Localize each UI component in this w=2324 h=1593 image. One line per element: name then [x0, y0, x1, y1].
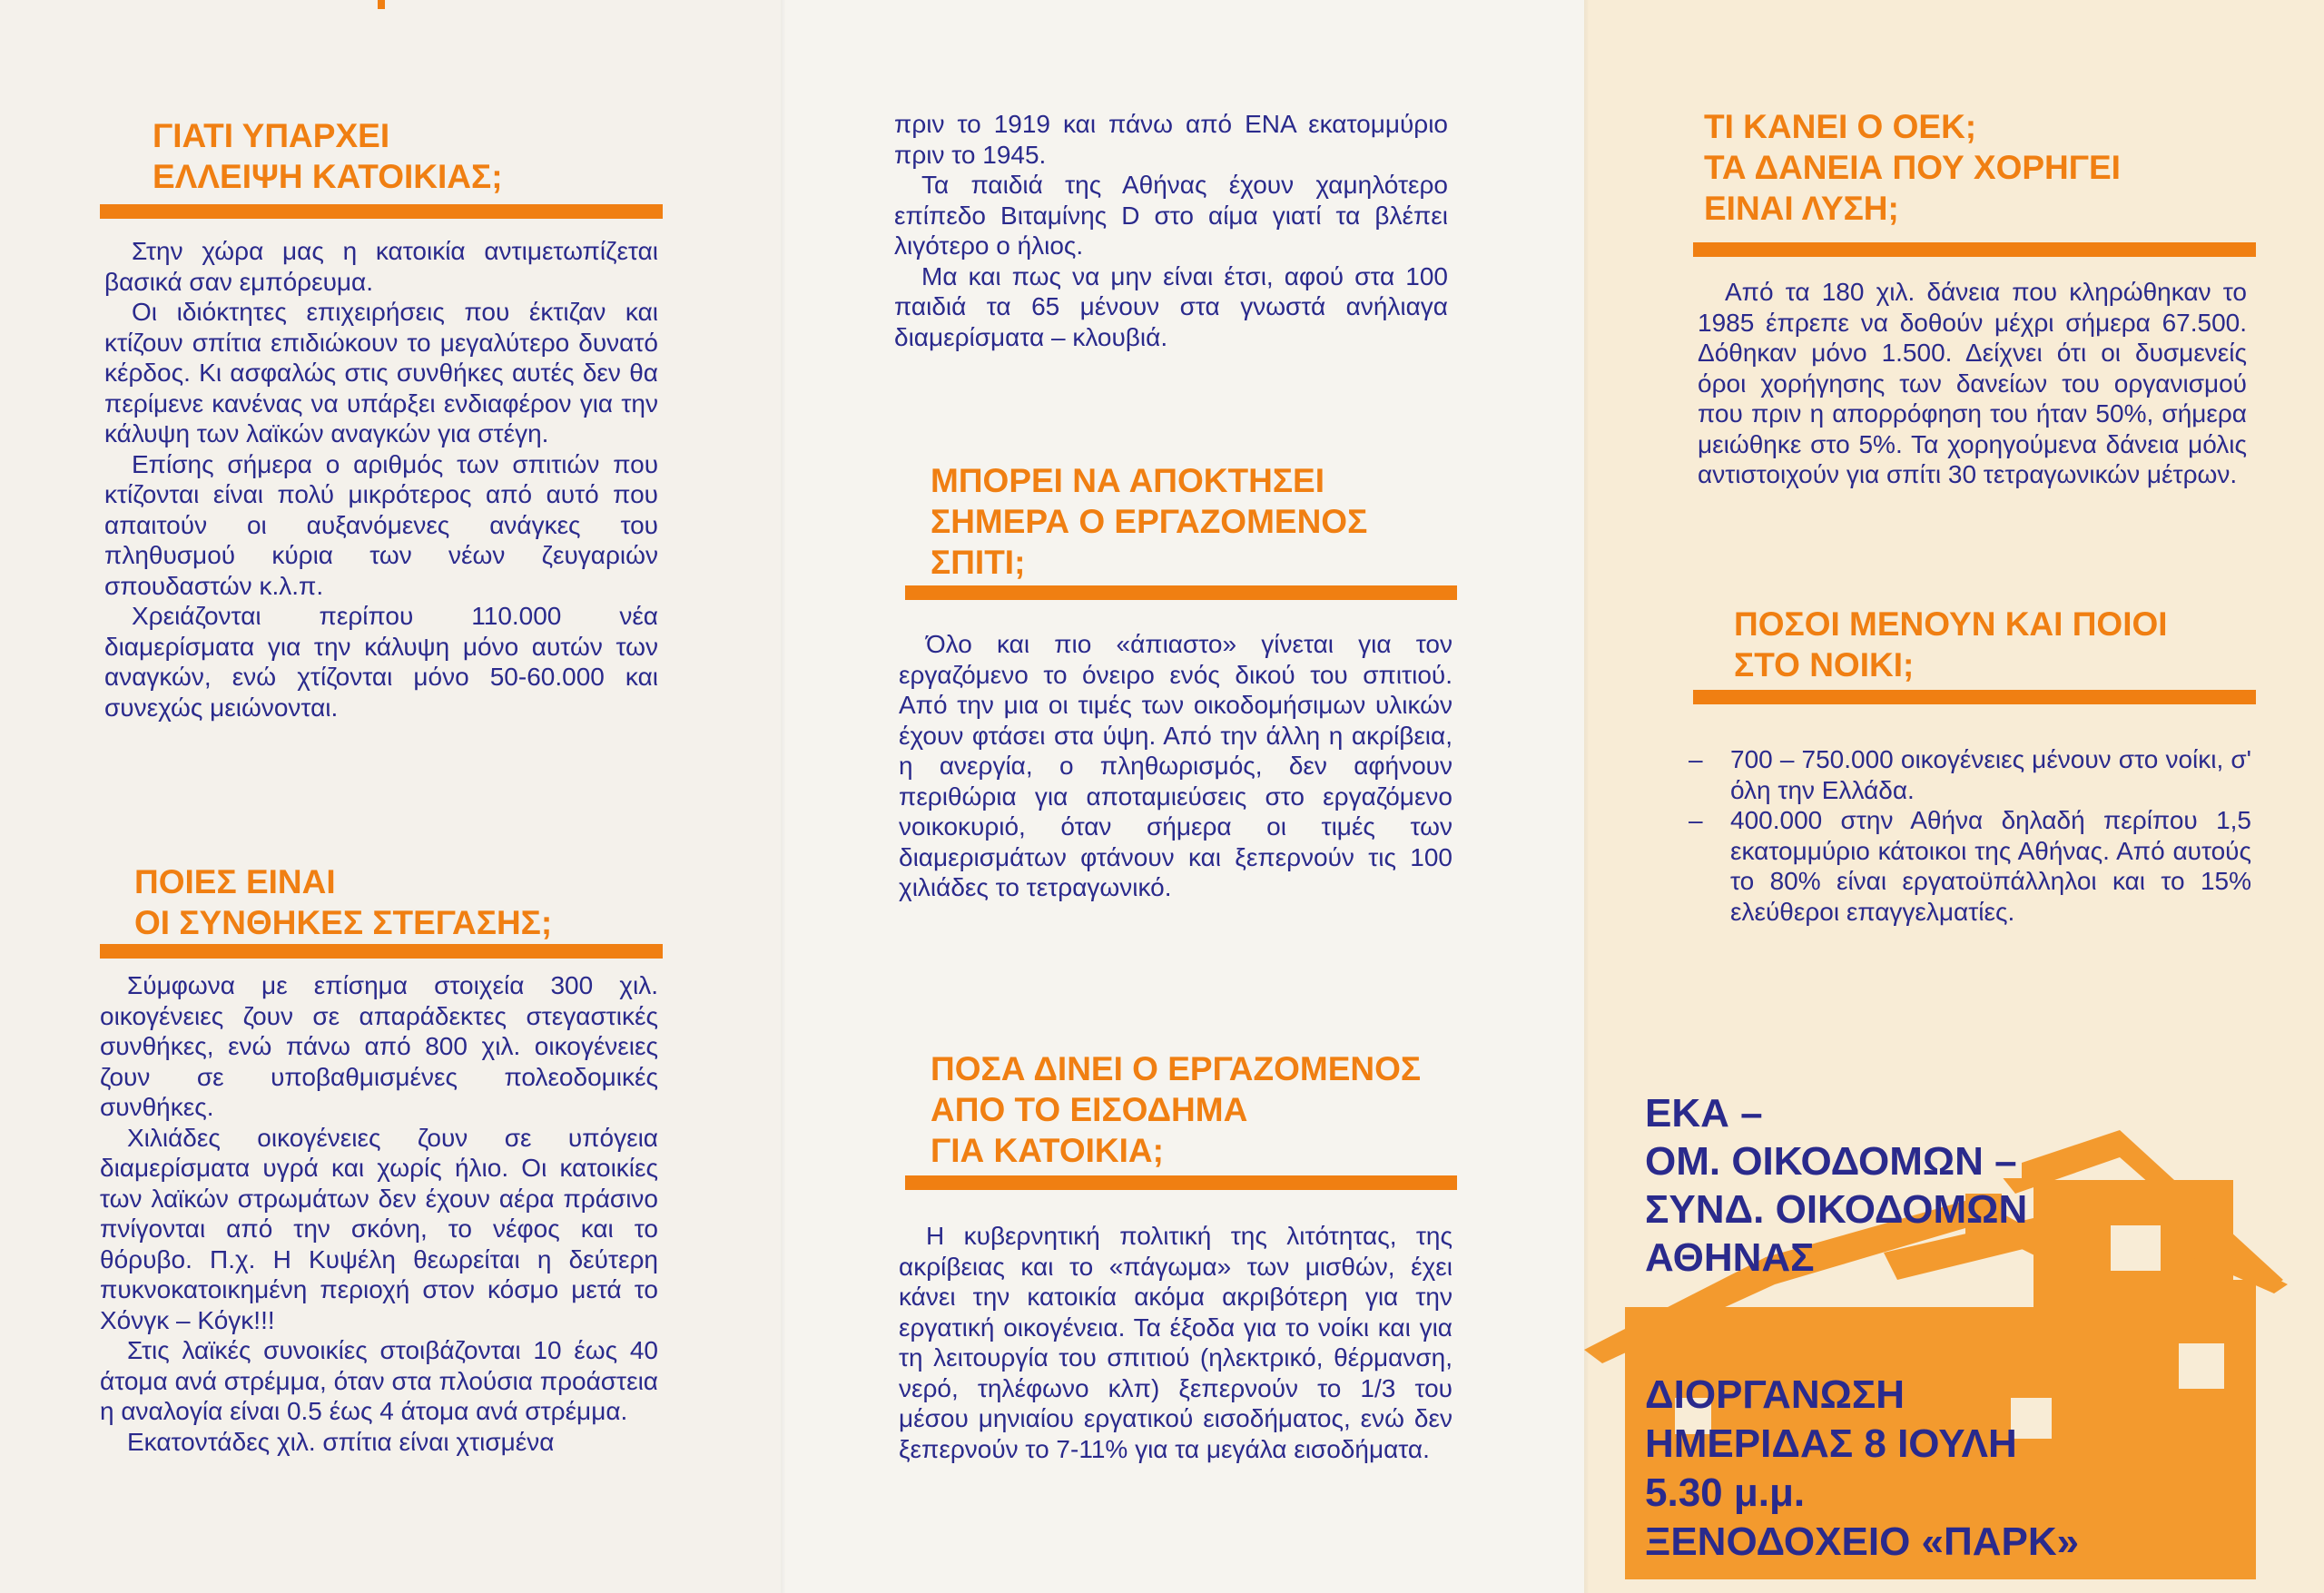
- section-housing-conditions-text: [100, 970, 658, 1457]
- list-item-text: 400.000 στην Αθήνα δηλαδή περίπου 1,5 εκατομμύριο κάτοικοι της Αθήνας. Από αυτούς το 80% είναι εργατοϋπάλληλοι και το 15% ελεύθεροι επαγγελματίες.: [1730, 806, 2251, 926]
- paragraph: πριν το 1919 και πάνω από ΕΝΑ εκατομμύριο πριν το 1945.: [894, 110, 1448, 169]
- event-venue: ΞΕΝΟΔΟΧΕΙΟ «ΠΑΡΚ»: [1645, 1519, 2080, 1564]
- heading-line: ΤΙ ΚΑΝΕΙ Ο ΟΕΚ;: [1704, 108, 1977, 145]
- paragraph: Οι ιδιόκτητες επιχειρήσεις που έκτιζαν και κτίζουν σπίτια επιδιώκουν το μεγαλύτερο δυνατό κέρδος. Κι ασφαλώς στις συνθήκες αυτές δεν θα περίμενε κανένας να υπάρξει ενδιαφέρον για την κάλυψη των λαϊκών αναγκών για στέγη.: [104, 298, 658, 447]
- heading-line: ΓΙΑΤΙ ΥΠΑΡΧΕΙ: [153, 117, 390, 154]
- continued-text: [894, 109, 1448, 352]
- paragraph: Η κυβερνητική πολιτική της λιτότητας, της ακρίβειας και το «πάγωμα» των μισθών, έχει κάνει την κατοικία ακόμα ακριβότερη για την εργατική οικογένεια. Τα έξοδα για το νοίκι και για τη λειτουργία του σπιτιού (ηλεκτρικό, θέρμανση, νερό, τηλέφωνο κλπ) ξεπερνούν το 1/3 του μέσου μηνιαίου εργατικού εισοδήματος, ενώ δεν ξεπερνούν το 7-11% για τα μεγάλα εισοδήματα.: [899, 1222, 1452, 1463]
- section-can-worker-buy-text: [899, 629, 1452, 903]
- organizer-line: ΑΘΗΝΑΣ: [1645, 1235, 1815, 1280]
- paragraph: Επίσης σήμερα ο αριθμός των σπιτιών που κτίζονται είναι πολύ μικρότερος από αυτό που απαιτούν οι αυξανόμενες ανάγκες του πληθυσμού κύρια των νέων ζευγαριών σπουδαστών κ.λ.π.: [104, 449, 658, 600]
- section-housing-shortage-text: [104, 236, 658, 723]
- heading-underline-bar: [100, 204, 663, 219]
- heading-line: ΤΑ ΔΑΝΕΙΑ ΠΟΥ ΧΟΡΗΓΕΙ: [1704, 149, 2121, 186]
- fold-line: [781, 0, 786, 1593]
- renters-list: [1689, 744, 2251, 927]
- heading-underline-bar: [100, 944, 663, 959]
- top-crop-mark: [378, 0, 385, 9]
- heading-housing-shortage: [153, 115, 734, 197]
- heading-line: ΜΠΟΡΕΙ ΝΑ ΑΠΟΚΤΗΣΕΙ: [931, 462, 1325, 499]
- organizers-block: [1645, 1089, 2299, 1282]
- heading-line: ΕΙΝΑΙ ΛΥΣΗ;: [1704, 190, 1899, 227]
- heading-underline-bar: [1693, 690, 2256, 704]
- event-line: ΔΙΟΡΓΑΝΩΣΗ: [1645, 1372, 1905, 1417]
- heading-oek: [1704, 106, 2285, 229]
- heading-line: ΟΙ ΣΥΝΘΗΚΕΣ ΣΤΕΓΑΣΗΣ;: [134, 904, 553, 941]
- heading-housing-conditions: [134, 861, 715, 943]
- paragraph: Μα και πως να μην είναι έτσι, αφού στα 100 παιδιά τα 65 μένουν στα γνωστά ανήλιαγα διαμερίσματα – κλουβιά.: [894, 261, 1448, 351]
- paragraph: Χρειάζονται περίπου 110.000 νέα διαμερίσματα για την κάλυψη μόνο αυτών των αναγκών, ενώ χτίζονται μόνο 50-60.000 και συνεχώς μειώνονται.: [104, 602, 658, 722]
- organizer-line: ΕΚΑ –: [1645, 1091, 1763, 1136]
- section-oek-text: [1698, 277, 2247, 490]
- event-time: 5.30 μ.μ.: [1645, 1470, 1806, 1515]
- heading-line: ΠΟΣΑ ΔΙΝΕΙ Ο ΕΡΓΑΖΟΜΕΝΟΣ: [931, 1050, 1422, 1087]
- heading-line: ΠΟΙΕΣ ΕΙΝΑΙ: [134, 863, 336, 900]
- list-dash: –: [1689, 806, 1703, 834]
- paragraph: Εκατοντάδες χιλ. σπίτια είναι χτισμένα: [127, 1427, 555, 1456]
- heading-renters: [1734, 604, 2315, 685]
- organizer-line: ΣΥΝΔ. ΟΙΚΟΔΟΜΩΝ: [1645, 1187, 2028, 1232]
- heading-line: ΑΠΟ ΤΟ ΕΙΣΟΔΗΜΑ: [931, 1091, 1248, 1128]
- section-income-share-text: [899, 1221, 1452, 1464]
- list-item-text: 700 – 750.000 οικογένειες μένουν στο νοίκι, σ' όλη την Ελλάδα.: [1730, 745, 2251, 804]
- list-item: [1689, 805, 2251, 927]
- heading-line: ΣΤΟ ΝΟΙΚΙ;: [1734, 646, 1915, 683]
- heading-line: ΓΙΑ ΚΑΤΟΙΚΙΑ;: [931, 1132, 1164, 1169]
- heading-income-share: [931, 1048, 1566, 1171]
- paragraph: Όλο και πιο «άπιαστο» γίνεται για τον εργαζόμενο το όνειρο ενός δικού του σπιτιού. Από την μια οι τιμές των οικοδομήσιμων υλικών έχουν φτάσει στα ύψη. Από την άλλη η ακρίβεια, η ανεργία, ο πληθωρισμός, δεν αφήνουν περιθώρια για αποταμιεύσεις στο εργαζόμενο νοικοκυριό, όταν σήμερα οι τιμές των διαμερισμάτων φτάνουν και ξεπερνούν τις 100 χιλιάδες το τετραγωνικό.: [899, 630, 1452, 901]
- paragraph: Στις λαϊκές συνοικίες στοιβάζονται 10 έως 40 άτομα ανά στρέμμα, όταν στα πλούσια προάστεια η αναλογία είναι 0.5 έως 4 άτομα ανά στρέμμα.: [100, 1336, 658, 1425]
- paragraph: Χιλιάδες οικογένειες ζουν σε υπόγεια διαμερίσματα υγρά και χωρίς ήλιο. Οι κατοικίες των λαϊκών στρωμάτων δεν έχουν αέρα πράσινο πνίγονται από την σκόνη, το νέφος και το θόρυβο. Π.χ. Η Κυψέλη θεωρείται η δεύτερη πυκνοκατοικημένη περιοχή στον κόσμο μετά το Χόνγκ – Κόγκ!!!: [100, 1123, 658, 1334]
- list-item: [1689, 744, 2251, 805]
- heading-underline-bar: [905, 1175, 1457, 1190]
- event-date: ΗΜΕΡΙΔΑΣ 8 ΙΟΥΛΗ: [1645, 1421, 2017, 1466]
- heading-underline-bar: [905, 585, 1457, 600]
- paragraph: Από τα 180 χιλ. δάνεια που κληρώθηκαν το 1985 έπρεπε να δοθούν μέχρι σήμερα 67.500. Δόθηκαν μόνο 1.500. Δείχνει ότι οι δυσμενείς όροι χορήγησης των δανείων του οργανισμού που πριν η απορρόφηση του ήταν 50%, σήμερα μειώθηκε στο 5%. Τα χορηγούμενα δάνεια μόλις αντιστοιχούν για σπίτι 30 τετραγωνικών μέτρων.: [1698, 278, 2247, 488]
- heading-line: ΕΛΛΕΙΨΗ ΚΑΤΟΙΚΙΑΣ;: [153, 158, 503, 195]
- heading-line: ΣΗΜΕΡΑ Ο ΕΡΓΑΖΟΜΕΝΟΣ: [931, 503, 1368, 540]
- list-dash: –: [1689, 745, 1703, 773]
- paragraph: Στην χώρα μας η κατοικία αντιμετωπίζεται βασικά σαν εμπόρευμα.: [104, 237, 658, 296]
- paragraph: Τα παιδιά της Αθήνας έχουν χαμηλότερο επίπεδο Βιταμίνης D στο αίμα γιατί τα βλέπει λιγότερο ο ήλιος.: [894, 171, 1448, 260]
- heading-line: ΠΟΣΟΙ ΜΕΝΟΥΝ ΚΑΙ ΠΟΙΟΙ: [1734, 605, 2168, 643]
- organizer-line: ΟΜ. ΟΙΚΟΔΟΜΩΝ –: [1645, 1139, 2017, 1184]
- heading-underline-bar: [1693, 242, 2256, 257]
- paragraph: Σύμφωνα με επίσημα στοιχεία 300 χιλ. οικογένειες ζουν σε απαράδεκτες στεγαστικές συνθήκες, ενώ πάνω από 800 χιλ. οικογένειες ζουν σε υποβαθμισμένες πολεοδομικές συνθήκες.: [100, 971, 658, 1121]
- event-details: [1645, 1371, 2299, 1567]
- heading-can-worker-buy: [931, 460, 1548, 583]
- heading-line: ΣΠΙΤΙ;: [931, 544, 1026, 581]
